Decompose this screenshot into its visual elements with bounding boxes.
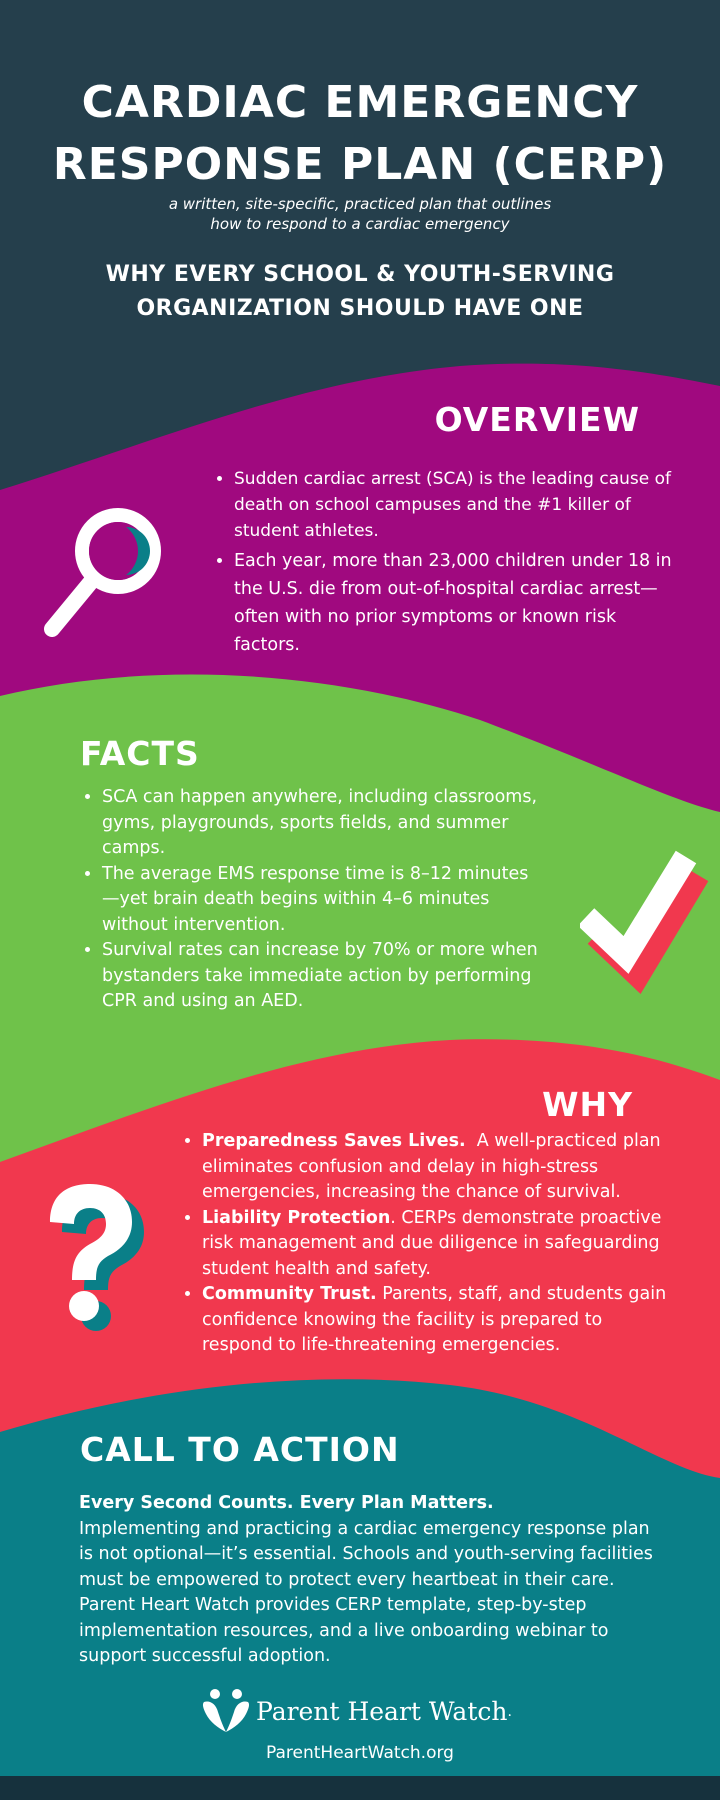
overview-list [212, 466, 674, 659]
cta-body: Implementing and practicing a cardiac emergency response plan is not optional—it’s essential. Schools and youth-serving facilities must be empowered to protect every heartbeat in their care. Parent Heart Watch provides CERP template, step-by-step implementation resources, and a live onboarding webinar to support successful adoption. [79, 1518, 659, 1666]
why-item [202, 1129, 672, 1206]
facts-item: • SCA can happen anywhere, including classrooms, gyms, playgrounds, sports fields, and summer camps. [102, 785, 542, 862]
subtitle [0, 194, 720, 234]
page-title [0, 72, 720, 196]
facts-list [80, 785, 542, 1015]
title-line-2: RESPONSE PLAN (CERP) [52, 139, 668, 190]
why-item-text: Parents, staff, and students gain confidence knowing the facility is prepared to respond to life-threatening emergencies. [202, 1284, 667, 1355]
why-heading-line-2: ORGANIZATION SHOULD HAVE ONE [136, 296, 584, 321]
facts-item: • Survival rates can increase by 70% or more when bystanders take immediate action by performing CPR and using an AED. [102, 938, 542, 1015]
cta-lead: Every Second Counts. Every Plan Matters. [79, 1493, 494, 1513]
title-line-1: CARDIAC EMERGENCY [81, 77, 639, 128]
subtitle-line-2: how to respond to a cardiac emergency [210, 215, 510, 233]
facts-item: • The average EMS response time is 8–12 minutes—yet brain death begins within 4–6 minutes without intervention. [102, 862, 542, 939]
why-list [180, 1129, 672, 1359]
brand-text: Parent Heart Watch [256, 1697, 508, 1726]
why-item [202, 1282, 672, 1359]
parent-heart-logo-icon [200, 1688, 252, 1736]
why-section-heading: WHY [542, 1085, 633, 1124]
cta-heading: CALL TO ACTION [80, 1430, 400, 1469]
cta-text [79, 1491, 659, 1670]
why-item-lead: Preparedness Saves Lives. [202, 1131, 466, 1151]
checkmark-icon [580, 845, 710, 1005]
overview-item: • Each year, more than 23,000 children under 18 in the U.S. die from out-of-hospital cardiac arrest—often with no prior symptoms or known risk factors. [234, 547, 674, 659]
why-item-text: A well-practiced plan eliminates confusion and delay in high-stress emergencies, increasing the chance of survival. [202, 1131, 667, 1202]
why-item-lead: Community Trust. [202, 1284, 377, 1304]
website-link[interactable]: ParentHeartWatch.org [266, 1743, 454, 1763]
overview-heading: OVERVIEW [434, 400, 640, 439]
facts-heading: FACTS [80, 734, 200, 773]
why-heading [0, 258, 720, 326]
subtitle-line-1: a written, site-specific, practiced plan that outlines [168, 195, 552, 213]
magnifying-glass-icon [38, 505, 168, 645]
brand-mark: . [507, 1704, 512, 1720]
why-heading-line-1: WHY EVERY SCHOOL & YOUTH-SERVING [105, 262, 615, 287]
overview-item: • Sudden cardiac arrest (SCA) is the leading cause of death on school campuses and the #1 killer of student athletes. [234, 466, 674, 544]
question-mark-icon [40, 1180, 160, 1340]
brand-name [256, 1695, 512, 1729]
why-item-text: . CERPs demonstrate proactive risk management and due diligence in safeguarding student health and safety. [202, 1207, 662, 1279]
why-item-lead: Liability Protection [202, 1207, 391, 1228]
why-item [202, 1206, 672, 1283]
